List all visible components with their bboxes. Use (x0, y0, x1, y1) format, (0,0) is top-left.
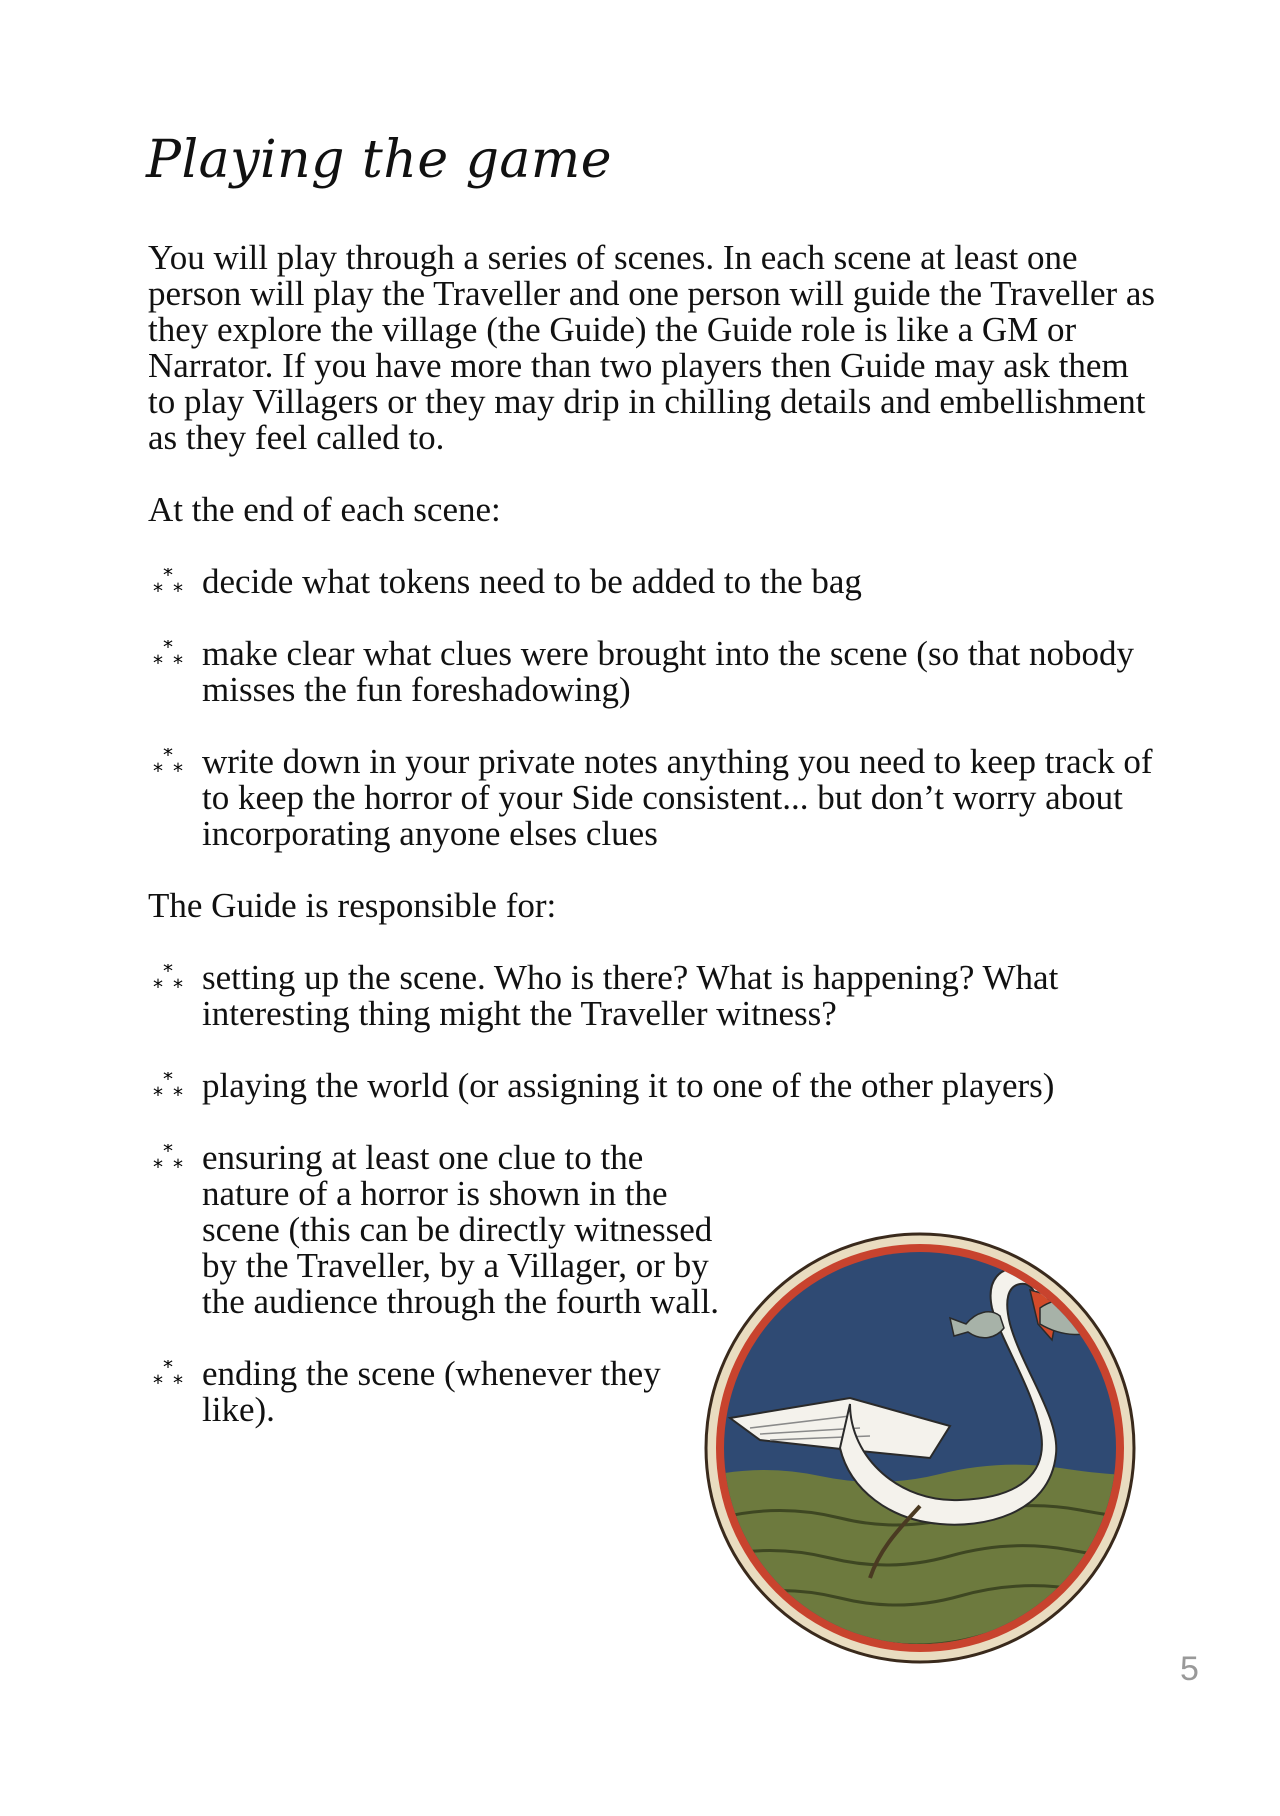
svg-text:*: * (173, 1371, 183, 1394)
svg-text:*: * (173, 1083, 183, 1106)
svg-text:*: * (163, 964, 173, 983)
swan-roundel-icon (700, 1228, 1140, 1668)
svg-text:*: * (153, 1155, 163, 1178)
asterism-icon (148, 568, 188, 602)
svg-text:*: * (163, 568, 173, 587)
end-of-scene-heading: At the end of each scene: (148, 490, 501, 529)
end-of-scene-list (148, 564, 1158, 852)
list-item-text: ensuring at least one clue to the nature of a horror is shown in the scene (this can be directly witnessed by the Traveller, by a Villager, or by the audience through the fourth wall. (202, 1138, 720, 1321)
svg-text:*: * (153, 1371, 163, 1394)
asterism-icon (148, 640, 188, 674)
svg-text:*: * (173, 759, 183, 782)
svg-text:*: * (163, 640, 173, 659)
svg-text:*: * (163, 1072, 173, 1091)
list-item (148, 636, 1158, 708)
svg-text:*: * (173, 1155, 183, 1178)
svg-text:*: * (163, 1144, 173, 1163)
list-item (148, 1068, 1158, 1104)
svg-text:*: * (173, 579, 183, 602)
svg-text:*: * (153, 975, 163, 998)
list-item-text: make clear what clues were brought into the scene (so that nobody misses the fun foreshadowing) (202, 634, 1135, 709)
asterism-icon (148, 748, 188, 782)
list-item-text: write down in your private notes anything you need to keep track of to keep the horror of your Side consistent... but don’t worry about incorporating anyone elses clues (202, 742, 1153, 853)
svg-text:*: * (153, 651, 163, 674)
list-item (148, 1140, 722, 1320)
asterism-icon (148, 1144, 188, 1178)
asterism-icon (148, 964, 188, 998)
asterism-icon (148, 1072, 188, 1106)
page-title: Playing the game (146, 130, 612, 190)
guide-heading: The Guide is responsible for: (148, 886, 557, 925)
svg-text:*: * (153, 759, 163, 782)
list-item-text: playing the world (or assigning it to one of the other players) (202, 1066, 1055, 1105)
svg-text:*: * (153, 1083, 163, 1106)
svg-text:*: * (173, 975, 183, 998)
list-item-text: setting up the scene. Who is there? What is happening? What interesting thing might the Traveller witness? (202, 958, 1059, 1033)
list-item-text: decide what tokens need to be added to the bag (202, 562, 862, 601)
list-item (148, 1356, 722, 1428)
list-item (148, 960, 1158, 1032)
svg-text:*: * (163, 748, 173, 767)
list-item (148, 744, 1158, 852)
list-item-text: ending the scene (whenever they like). (202, 1354, 661, 1429)
page-number: 5 (1180, 1650, 1199, 1688)
svg-text:*: * (163, 1360, 173, 1379)
asterism-icon (148, 1360, 188, 1394)
svg-text:*: * (173, 651, 183, 674)
list-item (148, 564, 1158, 600)
intro-paragraph: You will play through a series of scenes. In each scene at least one person will play the Traveller and one person will guide the Traveller as they explore the village (the Guide) the Guide role is like a GM or Narrator. If you have more than two players then Guide may ask them to play Villagers or they may drip in chilling details and embellishment as they feel called to. (148, 238, 1156, 457)
svg-text:*: * (153, 579, 163, 602)
